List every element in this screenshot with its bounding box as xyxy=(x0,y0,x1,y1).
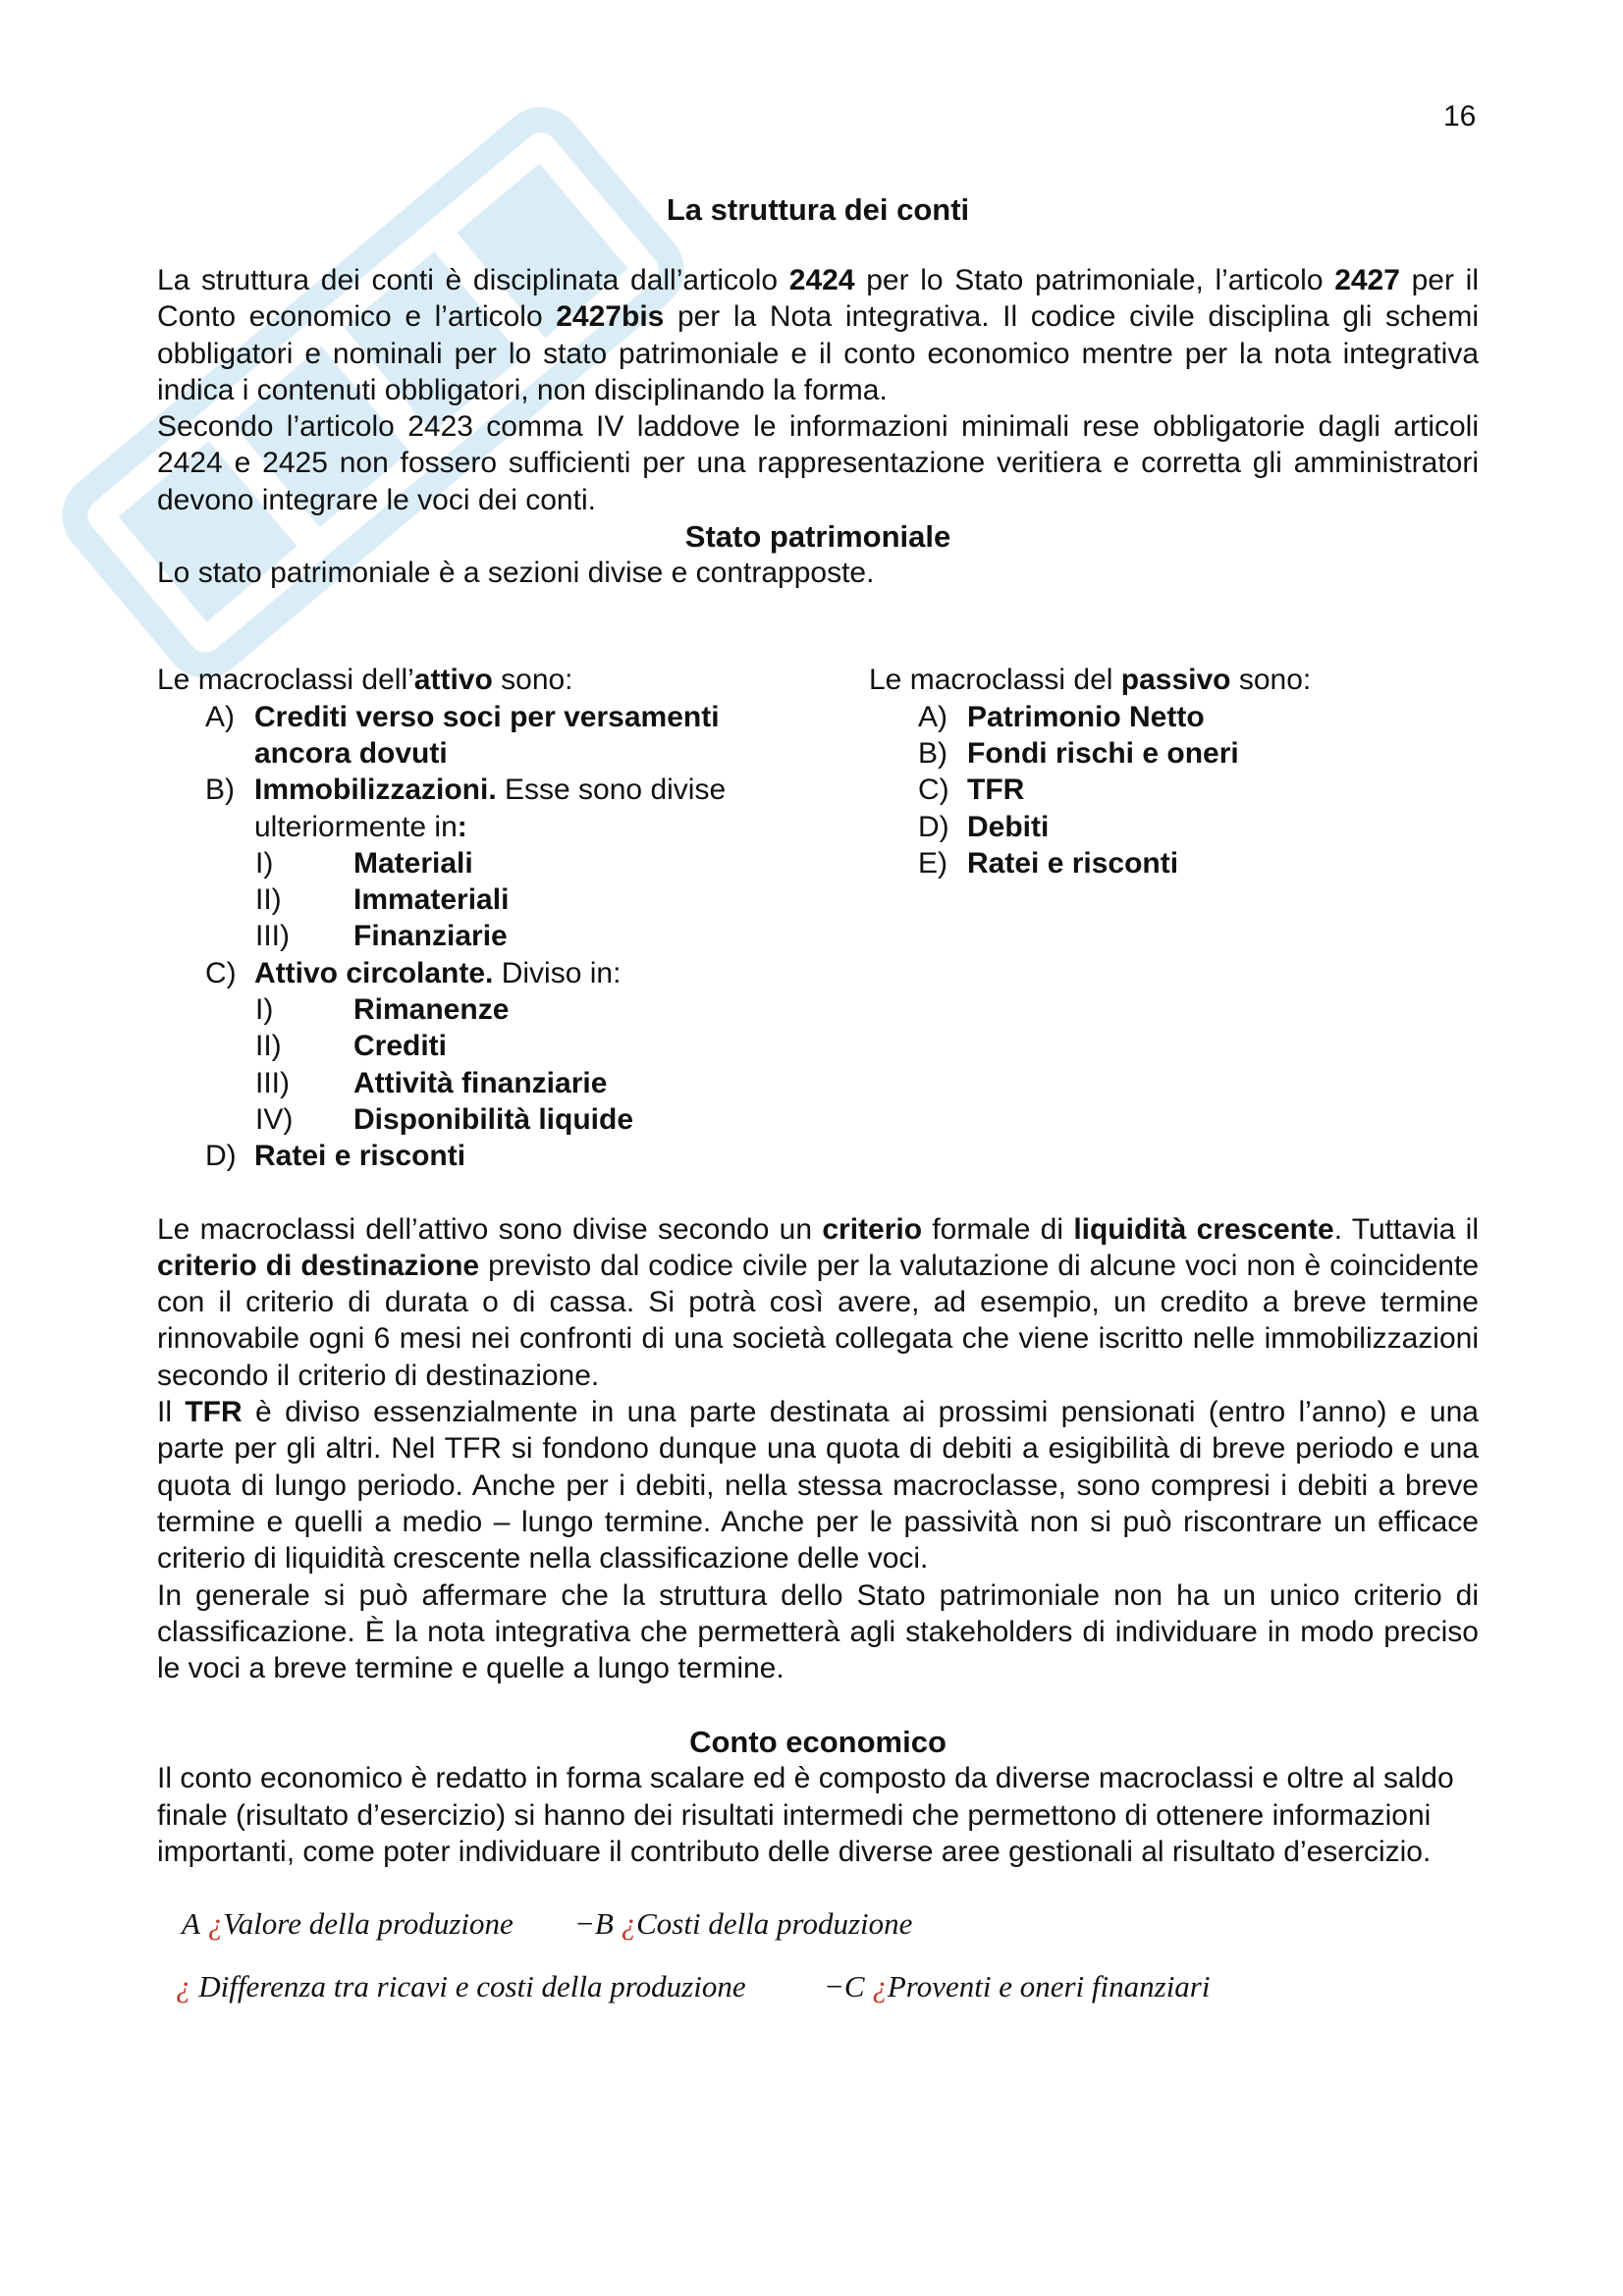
document-body xyxy=(157,191,1479,2017)
list-item xyxy=(157,955,869,991)
formula-term-diff: ¿ Differenza tra ricavi e costi della produzione xyxy=(176,1968,746,2003)
formula-term-a: A ¿Valore della produzione xyxy=(182,1905,514,1941)
analysis-paragraph-2: Il TFR è diviso essenzialmente in una parte destinata ai prossimi pensionati (entro l’anno) e una parte per gli altri. Nel TFR si fondono dunque una quota di debiti a esigibilità di breve periodo e una quota di lungo periodo. Anche per i debiti, nella stessa macroclasse, sono compresi i debiti a breve termine e quelli a medio – lungo termine. Anche per le passività non si può riscontrare un efficace criterio di liquidità crescente nella classificazione delle voci. xyxy=(157,1396,1479,1575)
text-run: per lo Stato patrimoniale, l’articolo xyxy=(854,264,1335,296)
sub-list-item: III) Attività finanziarie xyxy=(255,1066,608,1099)
list-item: B) Fondi rischi e oneri xyxy=(918,736,1239,770)
formula-row-2 xyxy=(157,1954,1479,2017)
list-marker: D) xyxy=(205,1140,237,1173)
attivo-intro: Le macroclassi dell’attivo sono: xyxy=(157,664,573,697)
article-ref: 2427bis xyxy=(556,300,665,334)
text-run: per la Nota integrativa. Il codice civile disciplina gli schemi obbligatori e nominali per lo stato patrimoniale e il conto economico mentre per la nota integrativa indica i contenuti obbligatori, non disciplinando la forma. xyxy=(157,300,1479,406)
attivo-column xyxy=(157,662,869,1174)
list-marker: A) xyxy=(205,700,235,733)
sub-list-item: II) Crediti xyxy=(255,1030,448,1063)
intro-paragraph-2: Secondo l’articolo 2423 comma IV laddove le informazioni minimali rese obbligatorie dagli articoli 2424 e 2425 non fossero sufficienti per una rappresentazione veritiera e corretta gli amministratori devono integrare le voci dei conti. xyxy=(157,410,1479,516)
list-item xyxy=(157,1138,869,1174)
macroclassi-columns xyxy=(157,662,1479,1174)
sub-list-item: II) Immateriali xyxy=(255,883,510,917)
section-heading-conto-economico: Conto economico xyxy=(689,1725,947,1760)
section-heading-stato-patrimoniale: Stato patrimoniale xyxy=(684,519,951,555)
stato-patrimoniale-text: Lo stato patrimoniale è a sezioni divise e contrapposte. xyxy=(157,557,875,590)
formula-row-1 xyxy=(157,1892,1479,1954)
list-marker: C) xyxy=(205,956,237,989)
list-item xyxy=(157,772,869,845)
intro-paragraph-1 xyxy=(157,262,1479,408)
sub-list-item: IV) Disponibilità liquide xyxy=(255,1102,633,1136)
analysis-paragraph-3: In generale si può affermare che la struttura dello Stato patrimoniale non ha un unico criterio di classificazione. È la nota integrativa che permetterà agli stakeholders di individuare in modo preciso le voci a breve termine e quelle a lungo termine. xyxy=(157,1578,1479,1685)
sub-list-item: III) Finanziarie xyxy=(255,920,508,953)
passivo-intro: Le macroclassi del passivo sono: xyxy=(869,664,1312,697)
page-number: 16 xyxy=(1443,100,1477,133)
list-label: Ratei e risconti xyxy=(254,1140,466,1173)
list-label: Crediti verso soci per versamenti ancora dovuti xyxy=(254,700,720,770)
list-label: Attivo circolante. Diviso in: xyxy=(254,956,622,989)
list-item: D) Debiti xyxy=(918,810,1050,843)
text-run: per il Conto economico e l’articolo xyxy=(157,264,1479,334)
list-item: E) Ratei e risconti xyxy=(918,846,1179,880)
article-ref: 2427 xyxy=(1334,264,1400,296)
text-run: La struttura dei conti è disciplinata dall’articolo xyxy=(157,264,789,296)
formula-term-c: −C ¿Proventi e oneri finanziari xyxy=(824,1968,1211,2003)
list-marker: B) xyxy=(205,774,235,807)
formula-term-b: −B ¿Costi della produzione xyxy=(574,1905,913,1941)
analysis-paragraph-1: Le macroclassi dell’attivo sono divise secondo un criterio formale di liquidità crescente. Tuttavia il criterio di destinazione previsto dal codice civile per la valutazione di alcune voci non è coincidente con il criterio di durata o di cassa. Si potrà così avere, ad esempio, un credito a breve termine rinnovabile ogni 6 mesi nei confronti di una società collegata che viene iscritto nelle immobilizzazioni secondo il criterio di destinazione. xyxy=(157,1212,1480,1392)
passivo-column xyxy=(869,662,1479,1174)
list-item: C) TFR xyxy=(918,774,1025,807)
conto-economico-text: Il conto economico è redatto in forma scalare ed è composto da diverse macroclassi e oltre al saldo finale (risultato d’esercizio) si hanno dei risultati intermedi che permettono di ottenere informazioni importanti, come poter individuare il contributo delle diverse aree gestionali al risultato d’esercizio. xyxy=(157,1762,1454,1868)
list-label: Immobilizzazioni. Esse sono divise ulteriormente in: xyxy=(254,774,727,843)
page-title: La struttura dei conti xyxy=(666,192,970,227)
article-ref: 2424 xyxy=(788,264,855,296)
list-item: A) Patrimonio Netto xyxy=(918,700,1205,733)
list-item xyxy=(157,699,869,773)
sub-list-item: I) Materiali xyxy=(255,846,473,880)
sub-list-item: I) Rimanenze xyxy=(255,993,510,1027)
